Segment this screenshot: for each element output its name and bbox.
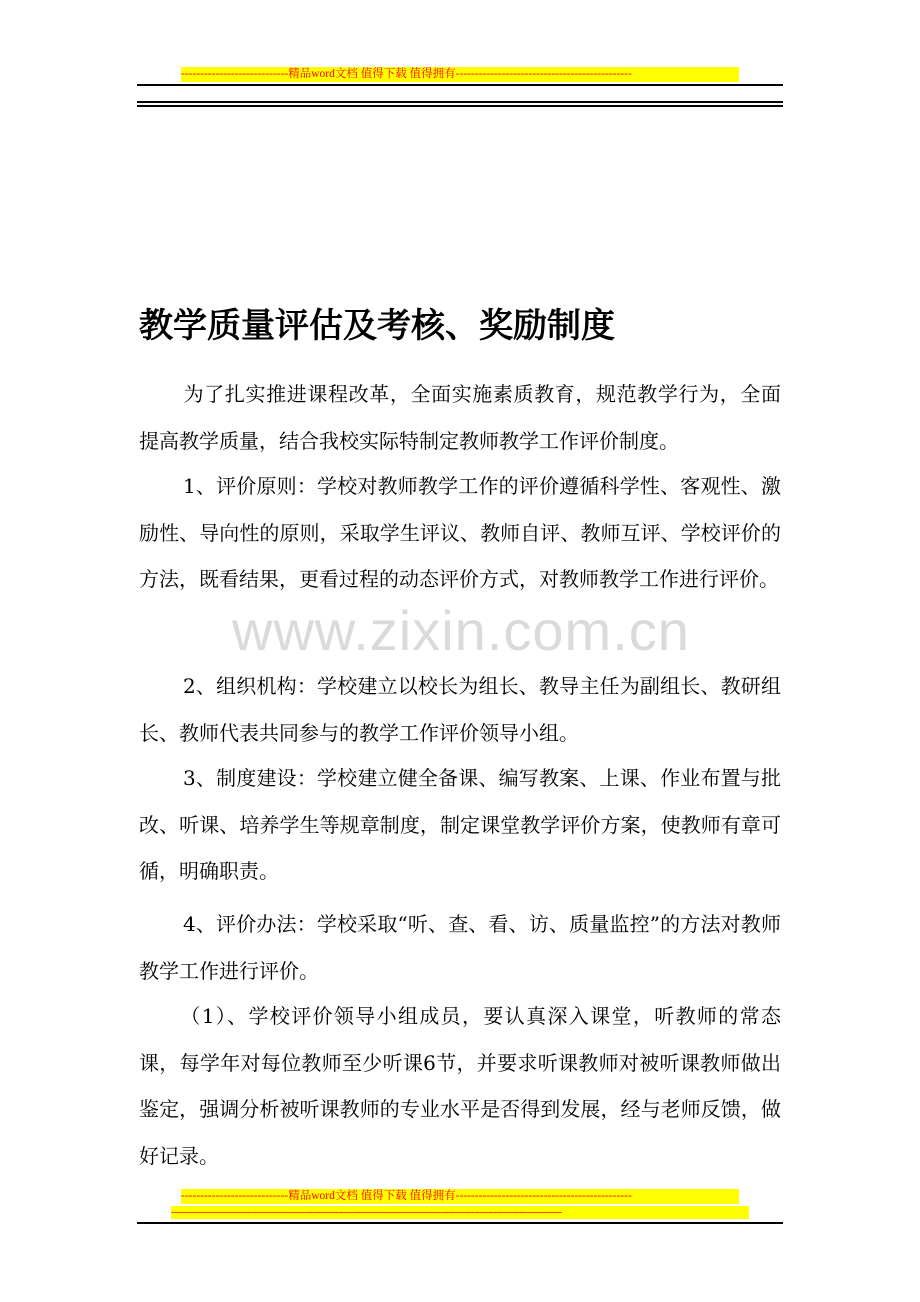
document-title: 教学质量评估及考核、奖励制度 bbox=[139, 306, 615, 346]
paragraph-text: 2、组织机构：学校建立以校长为组长、教导主任为副组长、教研组长、教师代表共同参与的教学工作评价领导小组。 bbox=[139, 674, 781, 745]
footer-banner: ----------------------------精品word文档 值得下载 值得拥有---------------------------------------------- bbox=[181, 1189, 739, 1204]
watermark: www.zixin.com.cn bbox=[232, 599, 690, 662]
header-double-rule-top bbox=[137, 101, 783, 103]
paragraph-organization bbox=[139, 663, 781, 756]
paragraph-item-1 bbox=[139, 993, 781, 1179]
footer-banner-dashes: ------------------------------------------------------------------------------------------------------------------------------------------ bbox=[171, 1206, 749, 1219]
paragraph-text: （1）、学校评价领导小组成员，要认真深入课堂，听教师的常态课，每学年对每位教师至少听课6节，并要求听课教师对被听课教师做出鉴定，强调分析被听课教师的专业水平是否得到发展，经与老师反馈，做好记录。 bbox=[139, 1004, 781, 1168]
paragraph-principles bbox=[139, 463, 781, 603]
paragraph-system-building bbox=[139, 755, 781, 895]
paragraph-evaluation-method bbox=[139, 901, 781, 994]
paragraph-text: 为了扎实推进课程改革，全面实施素质教育，规范教学行为，全面提高教学质量，结合我校实际特制定教师教学工作评价制度。 bbox=[139, 382, 781, 453]
paragraph-text: 3、制度建设：学校建立健全备课、编写教案、上课、作业布置与批改、听课、培养学生等规章制度，制定课堂教学评价方案，使教师有章可循，明确职责。 bbox=[139, 766, 781, 883]
paragraph-intro bbox=[139, 371, 781, 464]
header-rule bbox=[137, 84, 783, 86]
paragraph-text: 4、评价办法：学校采取“听、查、看、访、质量监控”的方法对教师教学工作进行评价。 bbox=[139, 912, 781, 983]
paragraph-text: 1、评价原则：学校对教师教学工作的评价遵循科学性、客观性、激励性、导向性的原则，采取学生评议、教师自评、教师互评、学校评价的方法，既看结果，更看过程的动态评价方式，对教师教学工作进行评价。 bbox=[139, 474, 781, 591]
header-double-rule-bottom bbox=[137, 105, 783, 107]
header-banner: ----------------------------精品word文档 值得下载 值得拥有---------------------------------------------- bbox=[181, 67, 739, 82]
footer-rule bbox=[137, 1222, 783, 1224]
